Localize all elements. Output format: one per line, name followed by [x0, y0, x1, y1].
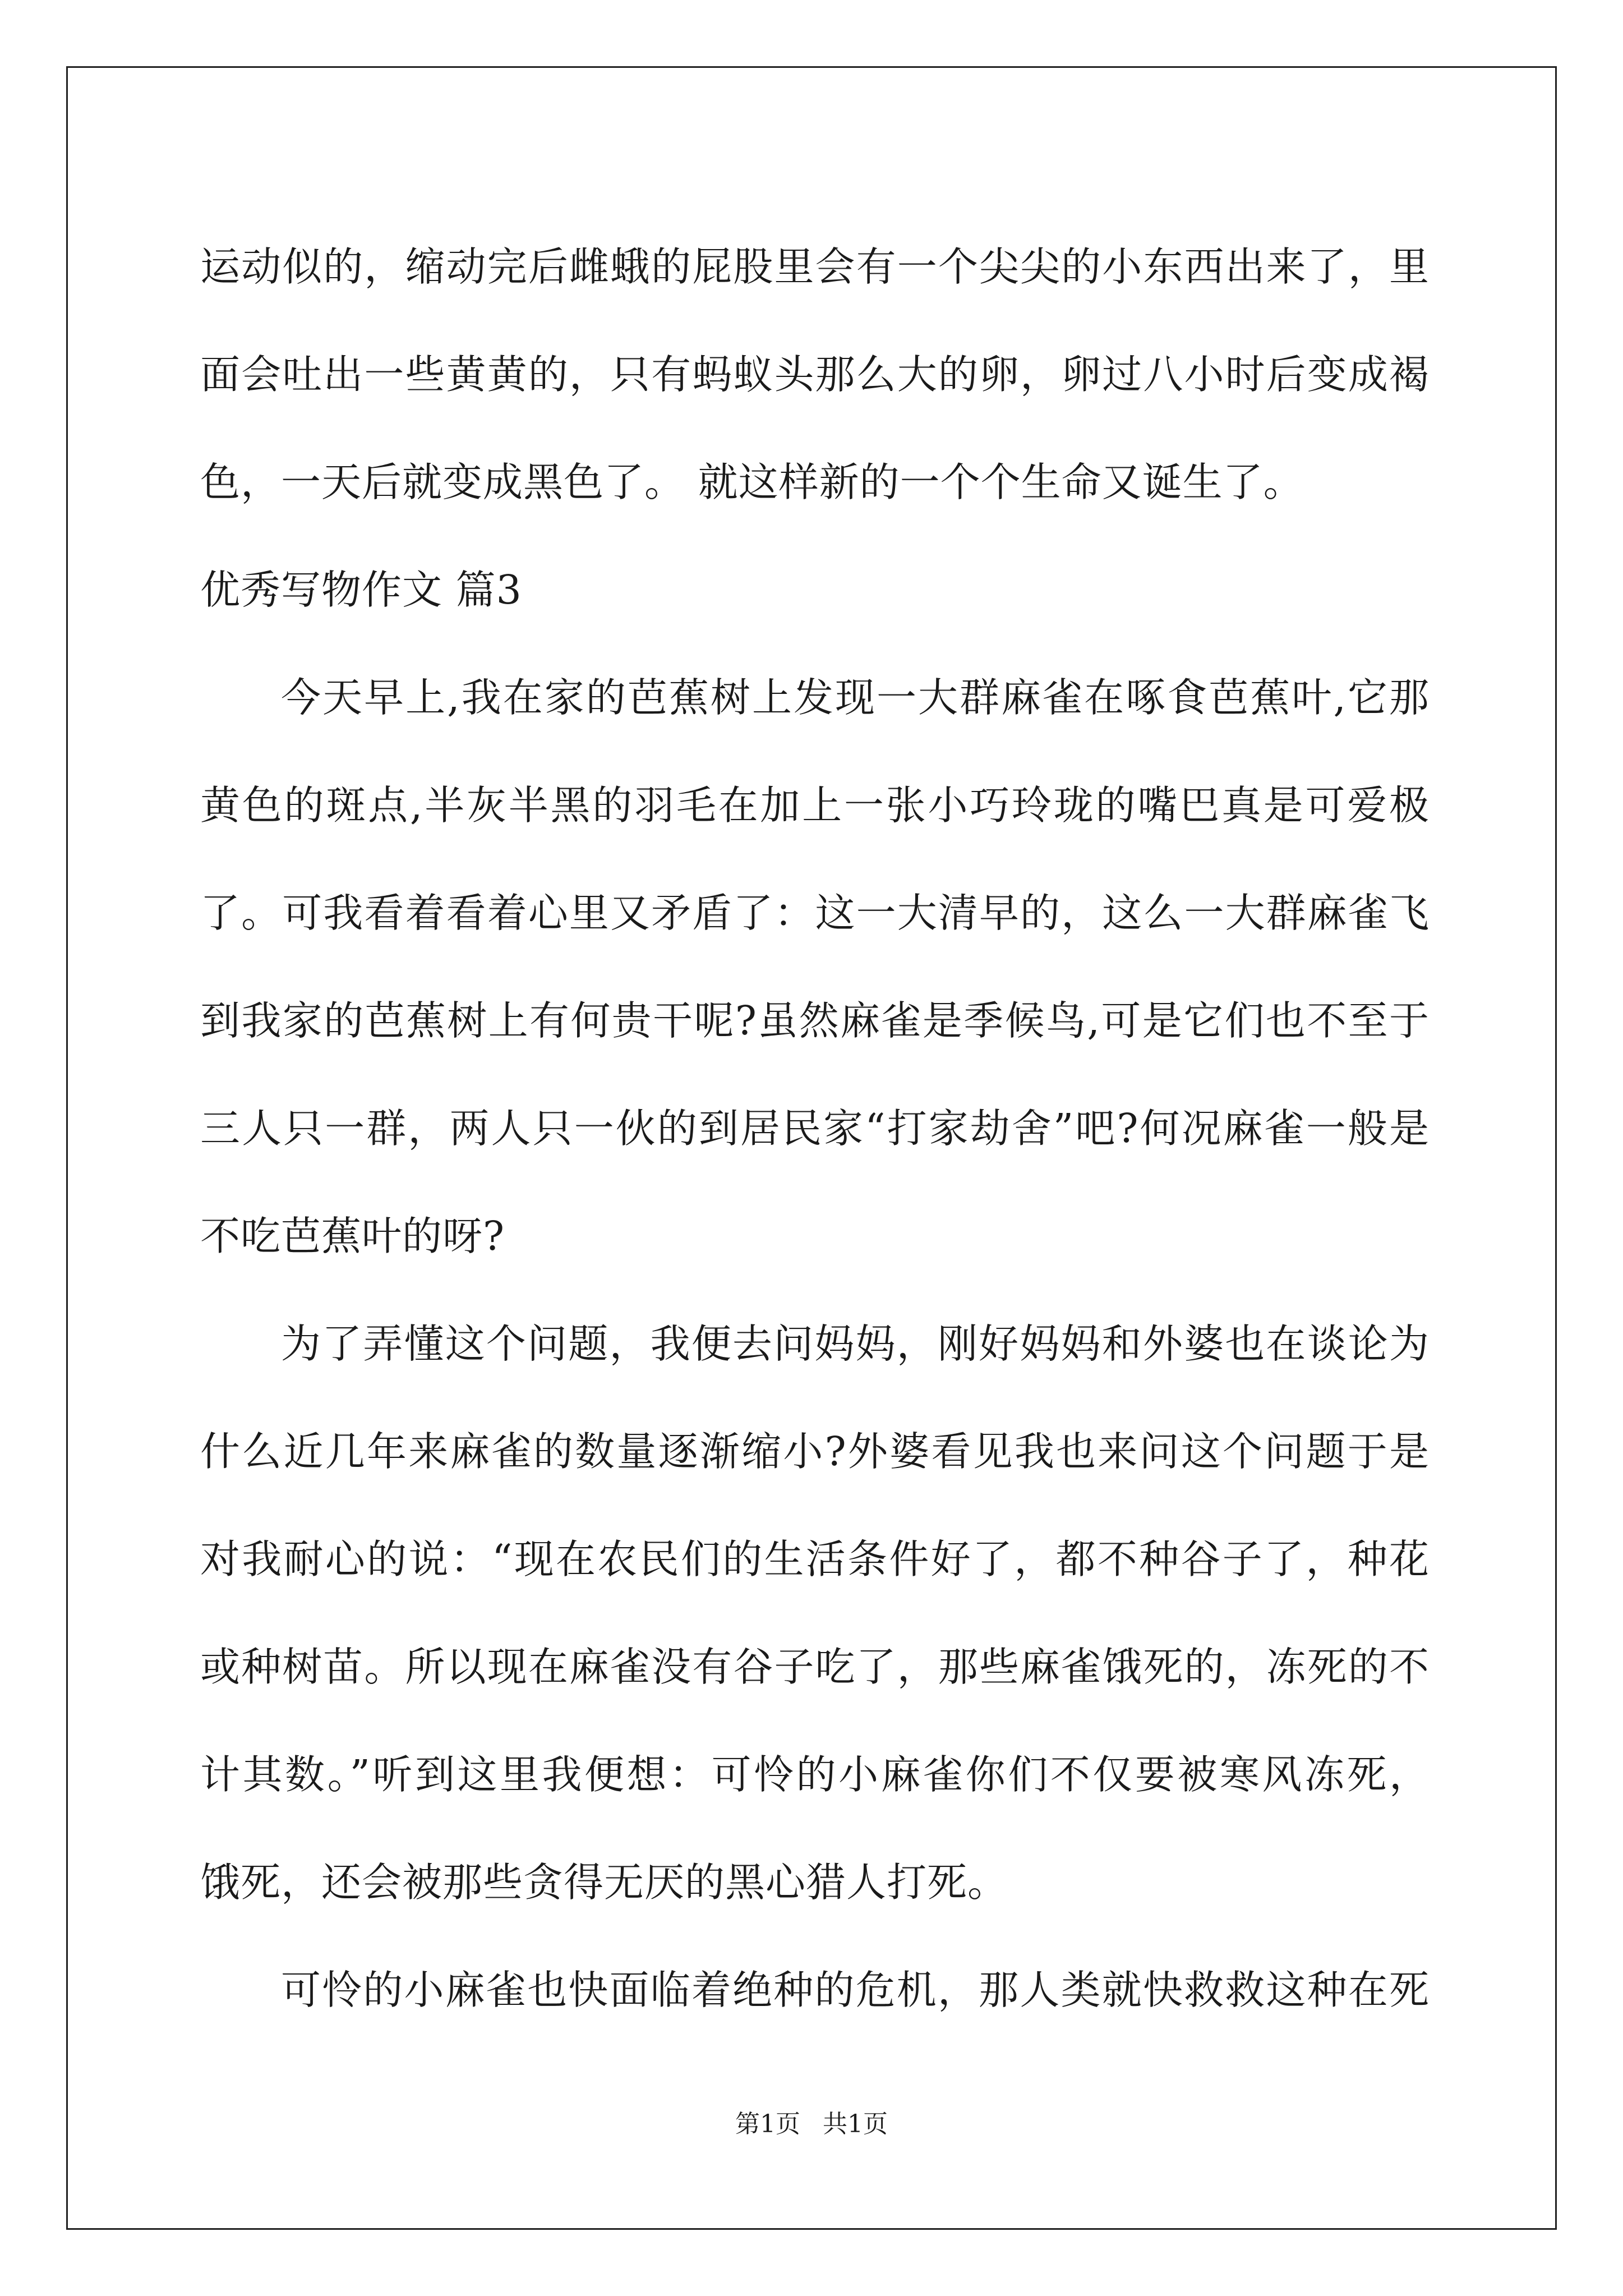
text-line: 了。可我看着看着心里又矛盾了：这一大清早的，这么一大群麻雀飞	[200, 890, 1430, 936]
page-total: 共1页	[823, 2110, 888, 2138]
text-line: 色，一天后就变成黑色了。 就这样新的一个个生命又诞生了。	[200, 459, 1304, 505]
paragraph	[200, 644, 1430, 1290]
text-line: 饿死，还会被那些贪得无厌的黑心猎人打死。	[200, 1859, 1008, 1906]
text-line: 运动似的，缩动完后雌蛾的屁股里会有一个尖尖的小东西出来了，里	[200, 243, 1430, 290]
paragraph	[200, 1936, 1430, 2044]
document-body	[200, 213, 1430, 2044]
text-line: 三人只一群，两人只一伙的到居民家“打家劫舍”吧?何况麻雀一般是	[200, 1105, 1430, 1152]
page-number: 第1页	[735, 2110, 800, 2138]
text-line: 对我耐心的说：“现在农民们的生活条件好了，都不种谷子了，种花	[200, 1536, 1430, 1582]
text-line: 到我家的芭蕉树上有何贵干呢?虽然麻雀是季候鸟,可是它们也不至于	[200, 997, 1430, 1044]
page-footer	[0, 2104, 1623, 2139]
paragraph-continuation	[200, 213, 1430, 536]
text-line: 面会吐出一些黄黄的，只有蚂蚁头那么大的卵，卵过八小时后变成褐	[200, 351, 1430, 398]
text-line: 可怜的小麻雀也快面临着绝种的危机，那人类就快救救这种在死	[281, 1967, 1430, 2013]
section-heading: 优秀写物作文 篇3	[200, 567, 522, 613]
text-line: 或种树苗。所以现在麻雀没有谷子吃了，那些麻雀饿死的，冻死的不	[200, 1644, 1430, 1690]
text-line: 黄色的斑点,半灰半黑的羽毛在加上一张小巧玲珑的嘴巴真是可爱极	[200, 782, 1430, 829]
text-line: 不吃芭蕉叶的呀?	[200, 1213, 505, 1259]
text-line: 计其数。”听到这里我便想：可怜的小麻雀你们不仅要被寒风冻死，	[200, 1751, 1430, 1798]
text-line: 今天早上,我在家的芭蕉树上发现一大群麻雀在啄食芭蕉叶,它那	[281, 674, 1430, 721]
paragraph	[200, 1290, 1430, 1936]
text-line: 为了弄懂这个问题，我便去问妈妈，刚好妈妈和外婆也在谈论为	[281, 1320, 1430, 1367]
text-line: 什么近几年来麻雀的数量逐渐缩小?外婆看见我也来问这个问题于是	[200, 1428, 1430, 1475]
